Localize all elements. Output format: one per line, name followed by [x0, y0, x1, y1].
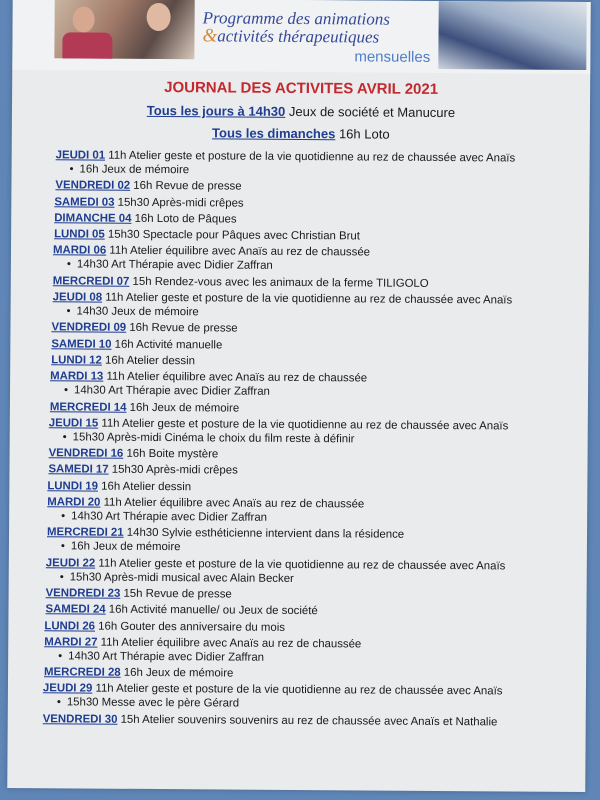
entry-text: 16h Atelier dessin [105, 354, 196, 368]
entry-text: 11h Atelier geste et posture de la vie quotidienne au rez de chaussée avec Anaïs [98, 557, 506, 573]
activity-sheet [7, 0, 591, 792]
schedule-entry [53, 274, 579, 292]
entry-text: 16h Boite mystère [126, 447, 219, 461]
entry-day: MERCREDI 28 [44, 666, 121, 679]
entry-text: 16h Jeux de mémoire [123, 666, 234, 680]
daily-activity [12, 102, 590, 121]
entry-text: 16h Jeux de mémoire [129, 401, 240, 415]
program-title [202, 9, 442, 47]
entry-day: DIMANCHE 04 [54, 212, 132, 225]
header-banner [12, 0, 590, 74]
entry-text: 11h Atelier équilibre avec Anaïs au rez de chaussée [106, 370, 368, 385]
schedule-entry [50, 370, 578, 402]
schedule-entry [54, 195, 579, 213]
entry-day: LUNDI 12 [51, 354, 102, 367]
schedule-entry [51, 353, 578, 371]
schedule-entry [49, 416, 578, 448]
entry-sub-item: • 16h Jeux de mémoire [47, 540, 577, 558]
entry-day: SAMEDI 24 [45, 603, 106, 616]
ampersand: & [202, 25, 218, 47]
entry-text: 16h Revue de presse [129, 322, 238, 335]
entry-day: LUNDI 05 [54, 228, 105, 241]
entry-day: MARDI 13 [50, 370, 104, 383]
entry-day: SAMEDI 17 [48, 463, 109, 477]
entry-text: 15h30 Après-midi crêpes [117, 196, 244, 210]
schedule-entry [46, 586, 577, 604]
schedule-entry [47, 479, 577, 497]
schedule-entry [55, 179, 579, 197]
daily-text: Jeux de société et Manucure [288, 103, 456, 121]
entry-text: 11h Atelier geste et posture de la vie quotidienne au rez de chaussée avec Anaïs [101, 417, 509, 433]
schedule-entry [46, 556, 577, 588]
entry-sub-item: • 14h30 Art Thérapie avec Didier Zaffran [44, 649, 576, 667]
entry-text: 11h Atelier équilibre avec Anaïs au rez de chaussée [109, 245, 371, 259]
entry-day: MARDI 27 [44, 636, 98, 649]
schedule-entry [44, 619, 576, 637]
entry-sub-item: • 14h30 Art Thérapie avec Didier Zaffran [47, 509, 577, 527]
entry-text: 16h Gouter des anniversaire du mois [98, 620, 286, 634]
schedule-entry [53, 290, 579, 322]
schedule-entry [44, 665, 576, 683]
entry-sub-item: • 15h30 Après-midi musical avec Alain Becker [46, 570, 577, 588]
schedule-entry [45, 602, 576, 620]
schedule-entry [43, 682, 576, 714]
schedule-entry [54, 227, 579, 245]
sunday-activity [12, 124, 590, 143]
entry-day: MERCREDI 14 [49, 400, 127, 414]
sunday-key: Tous les dimanches [212, 125, 336, 142]
entry-text: 16h Activité manuelle [114, 338, 223, 352]
entry-text: 11h Atelier geste et posture de la vie quotidienne au rez de chaussée avec Anaïs [105, 291, 513, 307]
entry-text: 16h Atelier dessin [101, 480, 192, 493]
entry-sub-item: • 14h30 Art Thérapie avec Didier Zaffran [50, 384, 578, 402]
program-subtitle: mensuelles [354, 48, 431, 66]
schedule-entry [48, 463, 577, 481]
entry-text: 11h Atelier équilibre avec Anaïs au rez de chaussée [100, 636, 362, 651]
entry-text: 11h Atelier geste et posture de la vie quotidienne au rez de chaussée avec Anaïs [108, 149, 516, 165]
entry-day: JEUDI 08 [52, 291, 103, 304]
entry-text: 14h30 Sylvie esthéticienne intervient dans la résidence [126, 527, 405, 542]
entry-day: MERCREDI 21 [46, 526, 124, 540]
entry-text: 11h Atelier geste et posture de la vie quotidienne au rez de chaussée avec Anaïs [95, 683, 503, 698]
schedule-entry [43, 712, 576, 730]
entry-text: 15h Revue de presse [123, 587, 232, 601]
entry-day: SAMEDI 10 [51, 337, 112, 351]
seniors-photo [54, 0, 194, 59]
program-title-line2: activités thérapeutiques [217, 26, 380, 47]
entry-sub-item: • 16h Jeux de mémoire [56, 162, 580, 180]
entry-day: VENDREDI 23 [45, 587, 121, 600]
schedule-entry [56, 148, 580, 180]
entry-day: JEUDI 15 [48, 417, 99, 430]
entry-sub-item: • 14h30 Art Thérapie avec Didier Zaffran [53, 258, 579, 276]
entry-day: SAMEDI 03 [54, 195, 115, 209]
schedule-entry [54, 211, 579, 229]
program-title-line1: Programme des animations [202, 8, 391, 29]
schedule-entry [50, 400, 578, 418]
schedule-entry [47, 526, 577, 558]
entry-day: MARDI 20 [47, 496, 101, 509]
entry-day: JEUDI 22 [45, 556, 96, 570]
entry-sub-item: • 15h30 Après-midi Cinéma le choix du film reste à définir [49, 430, 578, 448]
daily-key: Tous les jours à 14h30 [146, 102, 286, 119]
journal-title: JOURNAL DES ACTIVITES AVRIL 2021 [164, 79, 439, 98]
entry-text: 11h Atelier équilibre avec Anaïs au rez de chaussée [103, 496, 365, 511]
schedule-entry [51, 337, 578, 355]
entry-day: JEUDI 01 [55, 149, 106, 162]
entry-text: 16h Loto de Pâques [134, 212, 237, 226]
schedule-entry [47, 495, 577, 527]
entry-text: 15h Atelier souvenirs souvenirs au rez de chaussée avec Anaïs et Nathalie [120, 713, 498, 729]
schedule-list [44, 148, 580, 732]
entry-text: 15h30 Spectacle pour Pâques avec Christian Brut [107, 228, 360, 243]
entry-sub-item: • 14h30 Jeux de mémoire [53, 304, 579, 322]
entry-text: 15h Rendez-vous avec les animaux de la ferme TILIGOLO [132, 275, 429, 290]
entry-day: LUNDI 26 [44, 619, 96, 633]
schedule-entry [51, 321, 578, 339]
entry-day: VENDREDI 30 [42, 712, 118, 726]
entry-day: VENDREDI 02 [55, 179, 131, 193]
entry-day: VENDREDI 16 [48, 447, 124, 460]
entry-sub-item: • 15h30 Messe avec le père Gérard [43, 696, 576, 714]
entry-day: MERCREDI 07 [52, 275, 130, 288]
entry-day: MARDI 06 [52, 244, 107, 258]
entry-text: 16h Activité manuelle/ ou Jeux de société [108, 603, 318, 618]
therapy-photo [438, 1, 586, 70]
entry-day: VENDREDI 09 [51, 321, 127, 335]
schedule-entry [44, 635, 576, 667]
sunday-text: 16h Loto [338, 126, 390, 142]
schedule-entry [53, 244, 579, 276]
entry-day: JEUDI 29 [42, 682, 93, 695]
schedule-entry [49, 446, 578, 464]
entry-text: 15h30 Après-midi crêpes [111, 464, 238, 478]
entry-day: LUNDI 19 [47, 479, 99, 493]
entry-text: 16h Revue de presse [133, 180, 242, 193]
